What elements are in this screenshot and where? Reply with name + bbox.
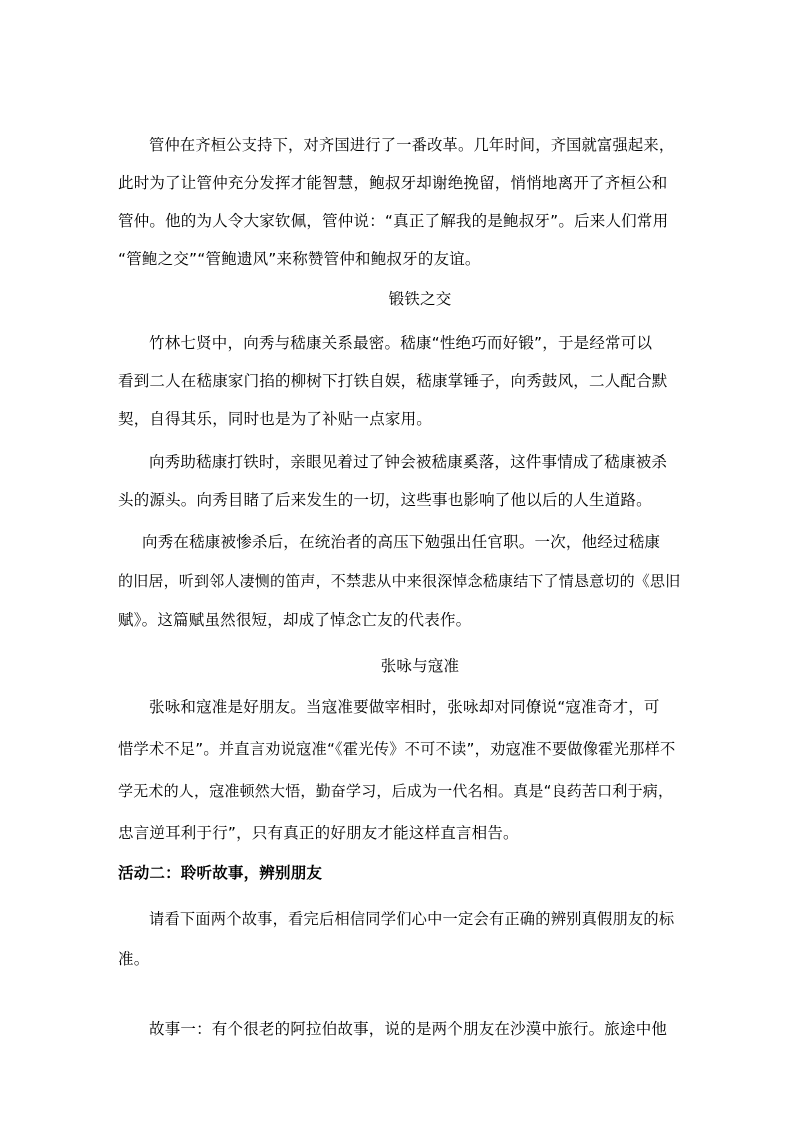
paragraph-line: 请看下面两个故事，看完后相信同学们心中一定会有正确的辨别真假朋友的标: [149, 910, 675, 928]
paragraph-line: 竹林七贤中，向秀与嵇康关系最密。嵇康“性绝巧而好锻”，于是经常可以: [149, 334, 653, 352]
paragraph-line: 赋》。这篇赋虽然很短，却成了悼念亡友的代表作。: [118, 611, 472, 629]
paragraph-line: 头的源头。向秀目睹了后来发生的一切，这些事也影响了他以后的人生道路。: [118, 491, 652, 509]
paragraph-line: 学无术的人，寇准顿然大悟，勤奋学习，后成为一代名相。真是“良药苦口利于病，: [118, 782, 674, 800]
paragraph-line: 张咏和寇准是好朋友。当寇准要做宰相时，张咏却对同僚说“寇准奇才，可: [149, 698, 660, 716]
paragraph-line: 准。: [118, 950, 150, 968]
activity-heading: 活动二：聆听故事，辨别朋友: [118, 864, 323, 882]
paragraph-line: 看到二人在嵇康家门掐的柳树下打铁自娱，嵇康掌锤子，向秀鼓风，二人配合默: [118, 372, 668, 390]
paragraph-line: 惜学术不足”。并直言劝说寇准“《霍光传》不可不读”，劝寇准不要做像霍光那样不: [118, 740, 676, 758]
paragraph-line: 管仲在齐桓公支持下，对齐国进行了一番改革。几年时间，齐国就富强起来，: [149, 136, 675, 154]
paragraph-line: 向秀在嵇康被惨杀后，在统治者的高压下勉强出任官职。一次，他经过嵇康: [142, 533, 661, 551]
paragraph-line: 向秀助嵇康打铁时，亲眼见着过了钟会被嵇康奚落，这件事情成了嵇康被杀: [149, 453, 668, 471]
paragraph-line: 忠言逆耳利于行”，只有真正的好朋友才能这样直言相告。: [118, 824, 519, 842]
section-heading: 张咏与寇准: [380, 657, 460, 675]
paragraph-line: 此时为了让管仲充分发挥才能智慧，鲍叔牙却谢绝挽留，悄悄地离开了齐桓公和: [118, 174, 668, 192]
paragraph-line: 契，自得其乐，同时也是为了补贴一点家用。: [118, 410, 433, 428]
paragraph-line: 管仲。他的为人令大家钦佩，管仲说：“真正了解我的是鲍叔牙”。后来人们常用: [118, 212, 669, 230]
paragraph-line: “管鲍之交”“管鲍遗风”来称赞管仲和鲍叔牙的友谊。: [118, 250, 481, 268]
paragraph-line: 故事一：有个很老的阿拉伯故事，说的是两个朋友在沙漠中旅行。旅途中他: [149, 1020, 668, 1038]
paragraph-line: 的旧居，听到邻人凄恻的笛声，不禁悲从中来很深悼念嵇康结下了情恳意切的《思旧: [118, 572, 681, 590]
section-heading: 锻铁之交: [388, 290, 452, 308]
